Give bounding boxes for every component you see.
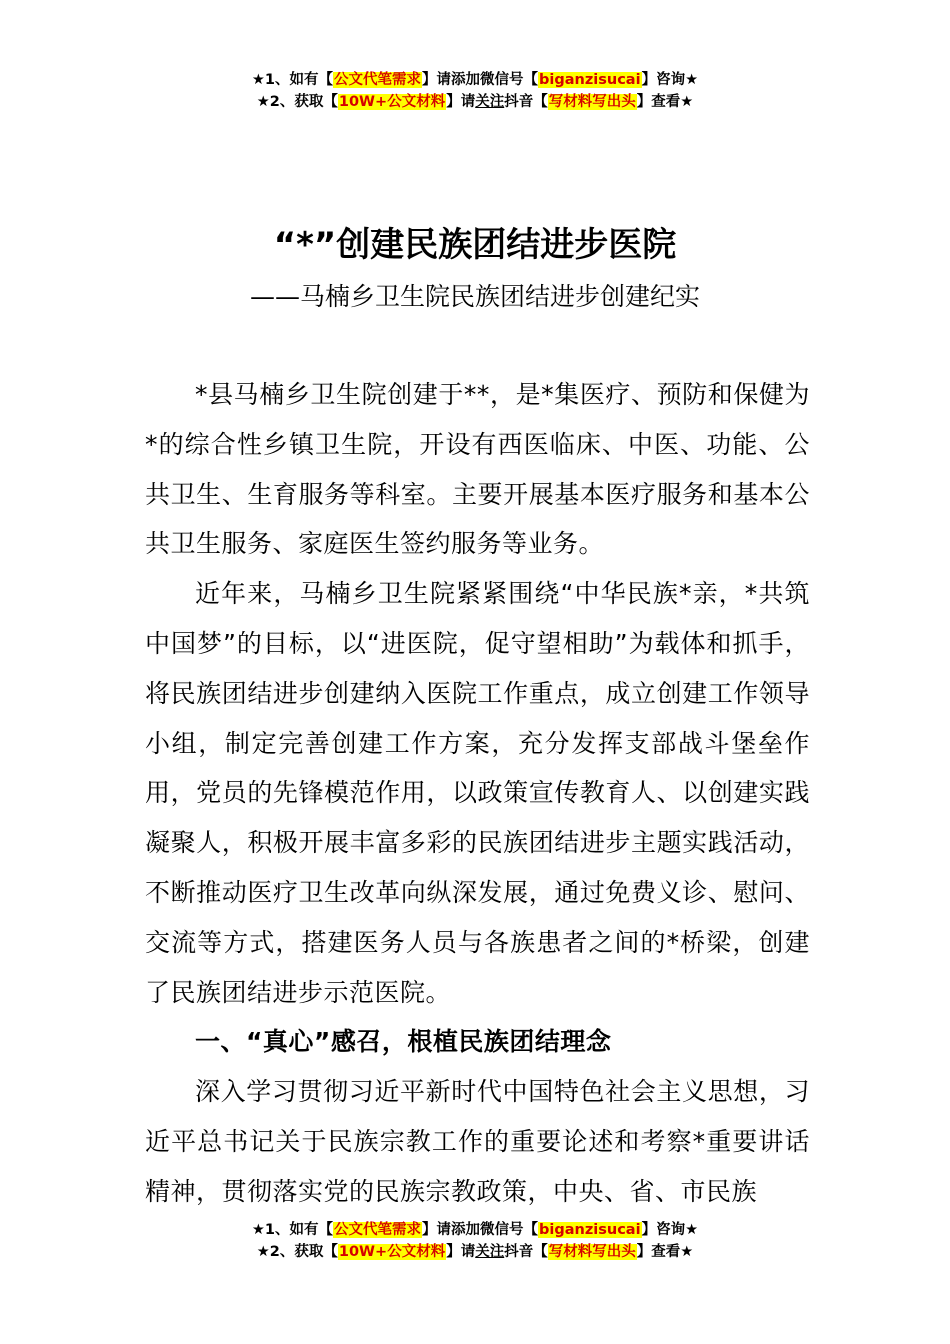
highlight-materials: 10W+公文材料	[338, 1244, 446, 1260]
body-paragraph: *县马楠乡卫生院创建于**，是*集医疗、预防和保健为*的综合性乡镇卫生院，开设有西医临床、中医、功能、公共卫生、生育服务等科室。主要开展基本医疗服务和基本公共卫生服务、家庭医生签约服务等业务。	[145, 380, 810, 559]
highlight-douyin-account: 写材料写出头	[548, 1244, 636, 1260]
promo-line-1: ★1、如有【公文代笔需求】请添加微信号【biganzisucai】咨询★	[251, 1222, 699, 1238]
promo-line-2: ★2、获取【10W+公文材料】请关注抖音【写材料写出头】查看★	[256, 94, 694, 110]
underlined-follow: 关注	[475, 1244, 505, 1260]
underlined-follow: 关注	[475, 94, 505, 110]
document-title: “*”创建民族团结进步医院	[273, 225, 677, 265]
document-subtitle: ——马楠乡卫生院民族团结进步创建纪实	[249, 282, 700, 311]
promo-banner-top	[0, 69, 950, 113]
document-body	[145, 370, 810, 1217]
promo-line-1: ★1、如有【公文代笔需求】请添加微信号【biganzisucai】咨询★	[251, 72, 699, 88]
highlight-service: 公文代笔需求	[334, 72, 422, 88]
body-paragraph: 深入学习贯彻习近平新时代中国特色社会主义思想，习近平总书记关于民族宗教工作的重要论述和考察*重要讲话精神，贯彻落实党的民族宗教政策，中央、省、市民族	[145, 1077, 810, 1206]
highlight-wechat-id: biganzisucai	[539, 72, 641, 88]
highlight-materials: 10W+公文材料	[338, 94, 446, 110]
highlight-service: 公文代笔需求	[334, 1222, 422, 1238]
highlight-douyin-account: 写材料写出头	[548, 94, 636, 110]
section-heading: 一、“真心”感召，根植民族团结理念	[195, 1027, 612, 1057]
body-paragraph: 近年来，马楠乡卫生院紧紧围绕“中华民族*亲，*共筑中国梦”的目标，以“进医院，促守望相助”为载体和抓手，将民族团结进步创建纳入医院工作重点，成立创建工作领导小组，制定完善创建工作方案，充分发挥支部战斗堡垒作用，党员的先锋模范作用，以政策宣传教育人、以创建实践凝聚人，积极开展丰富多彩的民族团结进步主题实践活动，不断推动医疗卫生改革向纵深发展，通过免费义诊、慰问、交流等方式，搭建医务人员与各族患者之间的*桥梁，创建了民族团结进步示范医院。	[145, 579, 810, 1007]
promo-banner-bottom	[0, 1219, 950, 1263]
highlight-wechat-id: biganzisucai	[539, 1222, 641, 1238]
promo-line-2: ★2、获取【10W+公文材料】请关注抖音【写材料写出头】查看★	[256, 1244, 694, 1260]
